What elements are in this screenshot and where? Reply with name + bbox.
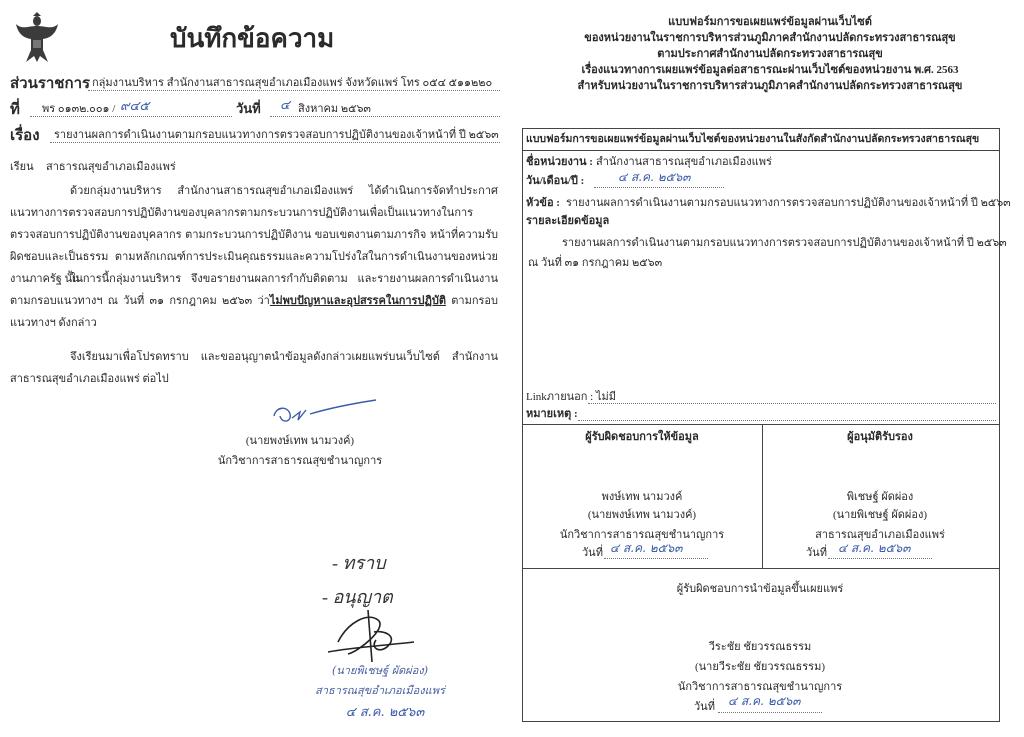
paragraph-2-emphasis: ไม่พบปัญหาและอุปสรรคในการปฏิบัติ <box>269 295 446 307</box>
subject-dotted-line <box>50 142 500 143</box>
responsible-date-dotted-line <box>604 558 708 559</box>
approver-form-date-dotted-line <box>828 558 932 559</box>
form-heading-line-3: ตามประกาศสำนักงานปลัดกระทรวงสาธารณสุข <box>657 48 883 60</box>
unit-label: ชื่อหน่วยงาน : <box>526 156 593 168</box>
publisher-name: วีระชัย ชัยวรรณธรรม <box>708 641 812 653</box>
form-date-label: วัน/เดือน/ปี : <box>526 175 585 187</box>
form-date-dotted-line <box>594 187 724 188</box>
memo-paragraph-2 <box>10 268 498 338</box>
memo-date-dotted-line <box>270 116 500 117</box>
memo-date-value: สิงหาคม ๒๕๖๓ <box>298 103 371 115</box>
unit-value: สำนักงานสาธารณสุขอำเภอเมืองแพร่ <box>596 156 772 168</box>
approver-signature-icon <box>318 602 418 664</box>
note-dotted-line <box>578 420 996 421</box>
memo-paragraph-1: ด้วยกลุ่มงานบริหาร สำนักงานสาธารณสุขอำเภอเมืองแพร่ ได้ดำเนินการจัดทำประกาศแนวทางการตรวจสอบการปฏิบัติงานของบุคลากรตามกระบวนการปฏิบัติงานเพื่อเป็นแนวทางในการตรวจสอบการปฏิบัติงานของบุคลากร ตามกระบวนการปฏิบัติงาน ขอบเขตงานตามภารกิจ หน้าที่ความรับผิดชอบและเป็นธรรม ตามหลักเกณฑ์การประเมินคุณธรรมและความโปร่งใสในการดำเนินงานของหน่วยงานภาครัฐ นั้น <box>10 185 498 285</box>
agency-label: ส่วนราชการ <box>10 76 91 92</box>
detail-line-2: ณ วันที่ ๓๑ กรกฎาคม ๒๕๖๓ <box>528 257 663 269</box>
memo-title: บันทึกข้อความ <box>170 24 335 53</box>
approver-form-position: สาธารณสุขอำเภอเมืองแพร่ <box>815 529 945 541</box>
to-value: สาธารณสุขอำเภอเมืองแพร่ <box>46 161 176 173</box>
ref-value: พร ๐๑๓๒.๐๐๑ / <box>42 103 116 115</box>
publisher-date-label: วันที่ <box>694 701 715 713</box>
ref-dotted-line <box>30 116 232 117</box>
detail-label: รายละเอียดข้อมูล <box>526 215 610 227</box>
topic-label: หัวข้อ : <box>526 197 560 209</box>
memo-date-label: วันที่ <box>236 101 261 116</box>
approver-date-handwritten: ๔ ส.ค. ๒๕๖๓ <box>345 705 425 720</box>
responsible-date-label: วันที่ <box>582 547 603 559</box>
responsible-header: ผู้รับผิดชอบการให้ข้อมูล <box>585 431 699 443</box>
detail-line-1: รายงานผลการดำเนินงานตามกรอบแนวทางการตรวจสอบการปฏิบัติงานของเจ้าหน้าที่ ปี ๒๕๖๓ <box>562 237 1007 249</box>
signature-grid-top <box>522 424 999 425</box>
approver-header: ผู้อนุมัติรับรอง <box>847 431 913 443</box>
approver-form-name: พิเชษฐ์ ผัดผ่อง <box>846 491 914 503</box>
responsible-name: พงษ์เทพ นามวงค์ <box>601 491 683 503</box>
responsible-date-handwritten: ๔ ส.ค. ๒๕๖๓ <box>610 541 683 555</box>
publisher-position: นักวิชาการสาธารณสุขชำนาญการ <box>677 681 843 693</box>
ref-handwritten-number: ๙๔๕ <box>120 99 150 114</box>
note-label: หมายเหตุ : <box>526 408 578 420</box>
form-heading-line-4: เรื่องแนวทางการเผยแพร่ข้อมูลต่อสาธารณะผ่านเว็บไซต์ของหน่วยงาน พ.ศ. 2563 <box>581 64 959 76</box>
publisher-fullname: (นายวีระชัย ชัยวรรณธรรม) <box>694 661 825 673</box>
approval-note-acknowledge: - ทราบ <box>332 553 386 573</box>
publisher-date-handwritten: ๔ ส.ค. ๒๕๖๓ <box>728 694 801 708</box>
form-date-handwritten: ๔ ส.ค. ๒๕๖๓ <box>618 170 691 184</box>
signature-grid-bottom <box>522 568 999 569</box>
sender-signature-icon <box>270 398 380 428</box>
approver-name: (นายพิเชษฐ์ ผัดผ่อง) <box>331 664 429 677</box>
form-heading-line-1: แบบฟอร์มการขอเผยแพร่ข้อมูลผ่านเว็บไซต์ <box>668 16 872 28</box>
form-heading-line-2: ของหน่วยงานในราชการบริหารส่วนภูมิภาคสำนักงานปลัดกระทรวงสาธารณสุข <box>584 32 956 44</box>
approver-form-date-handwritten: ๔ ส.ค. ๒๕๖๓ <box>838 541 911 555</box>
link-dotted-line <box>588 403 996 404</box>
sender-position: นักวิชาการสาธารณสุขชำนาญการ <box>217 455 383 467</box>
paragraph-2-text-c: ตามกรอบแนวทางฯ ดังกล่าว <box>10 295 499 329</box>
approver-position: สาธารณสุขอำเภอเมืองแพร่ <box>315 684 445 697</box>
subject-value: รายงานผลการดำเนินงานตามกรอบแนวทางการตรวจสอบการปฏิบัติงานของเจ้าหน้าที่ ปี ๒๕๖๓ <box>54 129 499 141</box>
responsible-fullname: (นายพงษ์เทพ นามวงค์) <box>587 509 697 521</box>
agency-dotted-line <box>88 90 500 91</box>
approver-form-date-label: วันที่ <box>806 547 827 559</box>
paragraph-2-text-a: ในการนี้กลุ่มงานบริหาร จึงขอรายงานผลการกำกับติดตาม และรายงานผลการดำเนินงานตามกรอบแนวทางฯ ณ วันที่ ๓๑ กรกฎาคม ๒๕๖๓ ว่า <box>10 273 498 307</box>
form-heading-line-5: สำหรับหน่วยงานในราชการบริหารส่วนภูมิภาคสำนักงานปลัดกระทรวงสาธารณสุข <box>577 80 963 92</box>
approver-form-fullname: (นายพิเชษฐ์ ผัดผ่อง) <box>832 509 928 521</box>
approval-note-permit: - อนุญาต <box>322 587 393 607</box>
garuda-emblem-icon <box>14 12 60 64</box>
topic-value: รายงานผลการดำเนินงานตามกรอบแนวทางการตรวจสอบการปฏิบัติงานของเจ้าหน้าที่ ปี ๒๕๖๓ <box>566 197 1011 209</box>
form-title-divider <box>522 150 999 151</box>
memo-paragraph-3: จึงเรียนมาเพื่อโปรดทราบ และขออนุญาตนำข้อมูลดังกล่าวเผยแพร่บนเว็บไซต์ สำนักงานสาธารณสุขอำเภอเมืองแพร่ ต่อไป <box>10 351 498 385</box>
form-box-title: แบบฟอร์มการขอเผยแพร่ข้อมูลผ่านเว็บไซต์ของหน่วยงานในสังกัดสำนักงานปลัดกระทรวงสาธารณสุข <box>526 134 980 145</box>
responsible-position: นักวิชาการสาธารณสุขชำนาญการ <box>559 529 725 541</box>
form-heading <box>570 14 970 94</box>
link-value: ไม่มี <box>596 391 617 403</box>
subject-label: เรื่อง <box>10 128 40 144</box>
link-label: Linkภายนอก : <box>526 391 594 403</box>
agency-value: กลุ่มงานบริหาร สำนักงานสาธารณสุขอำเภอเมืองแพร่ จังหวัดแพร่ โทร ๐๕๔ ๕๑๑๒๒๐ <box>92 77 493 89</box>
ref-label: ที่ <box>10 102 20 118</box>
publisher-header: ผู้รับผิดชอบการนำข้อมูลขึ้นเผยแพร่ <box>676 583 844 595</box>
sender-name: (นายพงษ์เทพ นามวงค์) <box>245 435 355 447</box>
memo-date-handwritten: ๔ <box>280 98 290 113</box>
publisher-date-dotted-line <box>718 712 822 713</box>
to-label: เรียน <box>10 161 34 173</box>
